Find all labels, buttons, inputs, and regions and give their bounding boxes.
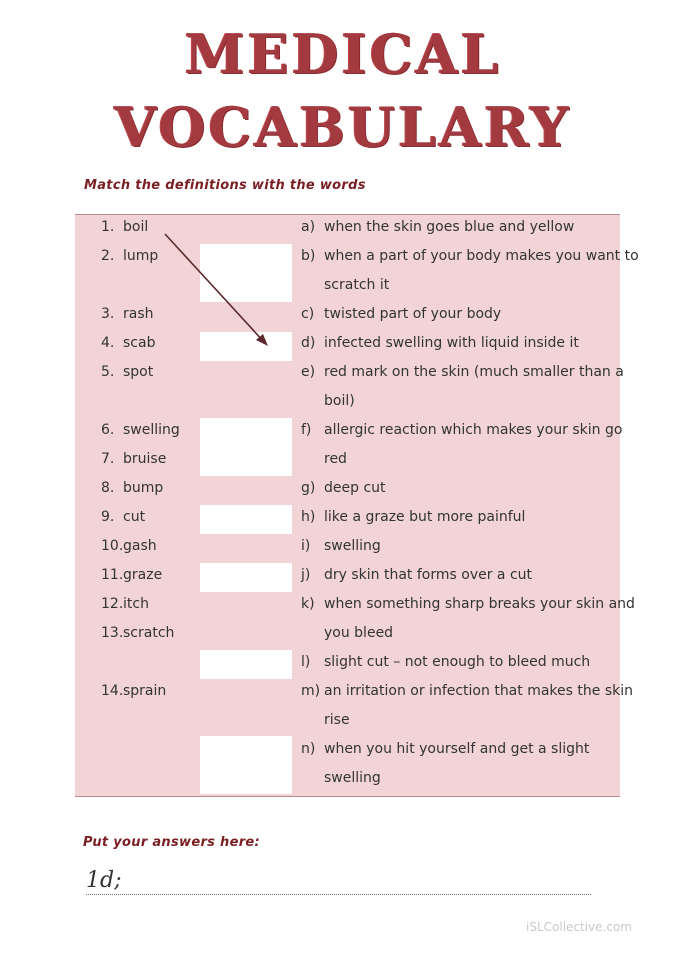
definition-letter: l) [301,654,311,670]
definition-letter: f) [301,422,312,438]
definition-letter: m) [301,683,321,699]
definition-letter: h) [301,509,316,525]
word-number: 7. [101,451,115,467]
answers-instructions: Put your answers here: [83,835,261,850]
definition-letter: j) [301,567,311,583]
word-number: 14. [101,683,124,699]
definition-letter: d) [301,335,316,351]
word-text: itch [123,596,149,612]
definition-text-continued: boil) [324,393,355,409]
definition-text: when the skin goes blue and yellow [324,219,575,235]
title-medical: MEDICAL [184,22,502,86]
word-number: 13. [101,625,124,641]
definition-text-continued: red [324,451,347,467]
definition-text-continued: scratch it [324,277,390,293]
word-number: 11. [101,567,124,583]
definition-text: twisted part of your body [324,306,502,322]
word-number: 4. [101,335,115,351]
definition-letter: b) [301,248,316,264]
word-text: scab [123,335,156,351]
word-text: bruise [123,451,167,467]
word-text: cut [123,509,146,525]
word-number: 6. [101,422,115,438]
answer-example: 1d; [86,868,122,893]
definition-text: swelling [324,538,381,554]
word-text: spot [123,364,154,380]
definition-text: when you hit yourself and get a slight [324,741,590,757]
word-text: scratch [123,625,175,641]
definition-letter: c) [301,306,315,322]
word-text: graze [123,567,163,583]
word-number: 1. [101,219,115,235]
definition-text: dry skin that forms over a cut [324,567,533,583]
word-number: 5. [101,364,115,380]
definition-text: allergic reaction which makes your skin go [324,422,623,438]
word-number: 9. [101,509,115,525]
match-instructions: Match the definitions with the words [84,178,366,193]
word-text: sprain [123,683,167,699]
word-number: 3. [101,306,115,322]
definition-letter: e) [301,364,316,380]
word-number: 10. [101,538,124,554]
definition-text-continued: swelling [324,770,381,786]
title-vocabulary: VOCABULARY [114,95,572,159]
definition-letter: g) [301,480,316,496]
definition-text: slight cut – not enough to bleed much [324,654,591,670]
word-text: boil [123,219,149,235]
word-number: 12. [101,596,124,612]
definition-text: red mark on the skin (much smaller than a [324,364,624,380]
word-text: bump [123,480,164,496]
watermark: iSLCollective.com [526,920,632,934]
definition-text: infected swelling with liquid inside it [324,335,579,351]
definition-text: an irritation or infection that makes the skin [324,683,633,699]
word-text: swelling [123,422,180,438]
definition-letter: k) [301,596,315,612]
definition-letter: i) [301,538,311,554]
answer-line[interactable] [86,870,591,895]
definition-text: deep cut [324,480,386,496]
word-number: 2. [101,248,115,264]
definition-letter: n) [301,741,316,757]
definition-text: like a graze but more painful [324,509,526,525]
definition-text: when a part of your body makes you want to [324,248,639,264]
word-number: 8. [101,480,115,496]
definition-letter: a) [301,219,316,235]
word-text: gash [123,538,157,554]
definition-text: when something sharp breaks your skin and [324,596,635,612]
word-text: rash [123,306,154,322]
definition-text-continued: you bleed [324,625,394,641]
definition-text-continued: rise [324,712,350,728]
word-text: lump [123,248,159,264]
